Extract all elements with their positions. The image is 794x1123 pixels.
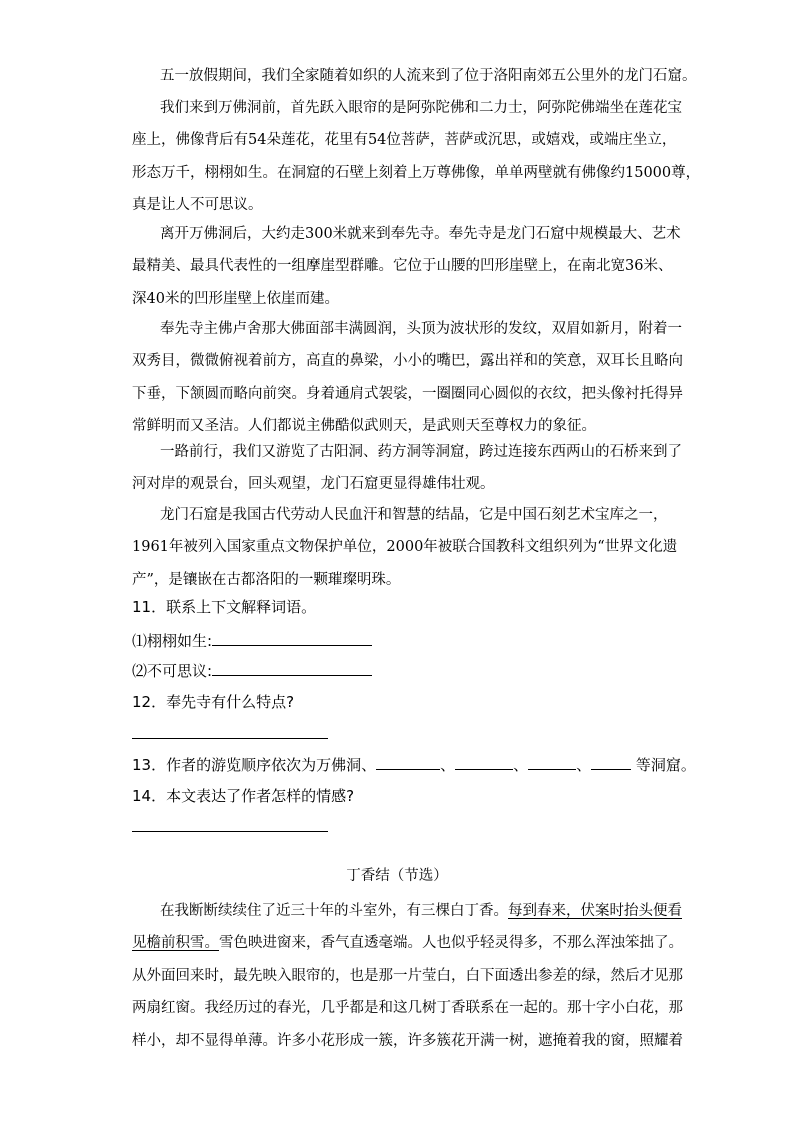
- text-line: 一路前行，我们又游览了古阳洞、药方洞等洞窟，跨过连接东西两山的石桥来到了: [160, 444, 682, 460]
- text-line: 样小，却不显得单薄。许多小花形成一簇，许多簇花开满一树，遮掩着我的窗，照耀着: [132, 1032, 683, 1049]
- question-11: 11．联系上下文解释词语。: [132, 598, 317, 616]
- answer-blank[interactable]: [212, 659, 372, 676]
- text-line: 1961年被列入国家重点文物保护单位，2000年被联合国教科文组织列为“世界文化遗: [132, 539, 678, 556]
- text-line: [132, 927, 683, 959]
- text-line: 产”，是镶嵌在古都洛阳的一颗璀璨明珠。: [132, 571, 401, 588]
- text-span: 在我断断续续住了近三十年的斗室外，有三棵白丁香。: [160, 903, 508, 919]
- text-line: 双秀目，微微俯视着前方，高直的鼻梁，小小的嘴巴，露出祥和的笑意，双耳长且略向: [132, 353, 683, 370]
- answer-blank[interactable]: [528, 753, 576, 770]
- text-line: 形态万千，栩栩如生。在洞窟的石壁上刻着上万尊佛像，单单两壁就有佛像约15000尊，: [132, 164, 701, 181]
- text-line: 最精美、最具代表性的一组摩崖型群雕。它位于山腰的凹形崖壁上，在南北宽36米、: [132, 258, 673, 275]
- paragraph-4: [132, 313, 683, 443]
- text-span: 雪色映进窗来，香气直透毫端。人也似乎轻灵得多，不那么浑浊笨拙了。: [219, 935, 683, 952]
- answer-blank[interactable]: [591, 753, 631, 770]
- text-line: 五一放假期间，我们全家随着如织的人流来到了位于洛阳南郊五公里外的龙门石窟。: [160, 68, 697, 84]
- text-line: 常鲜明而又圣洁。人们都说主佛酷似武则天，是武则天至尊权力的象征。: [132, 418, 596, 435]
- question-label: ⑵不可思议:: [132, 662, 213, 680]
- paragraph-6: [132, 499, 678, 596]
- answer-line[interactable]: [132, 831, 328, 832]
- question-12: 12．奉先寺有什么特点?: [132, 693, 295, 711]
- text-line: 龙门石窟是我国古代劳动人民血汗和智慧的结晶，它是中国石刻艺术宝库之一，: [160, 507, 668, 523]
- text-line: 深40米的凹形崖壁上依崖而建。: [132, 290, 339, 307]
- text-line: 真是让人不可思议。: [132, 197, 263, 214]
- text-line: 下垂，下颔圆而略向前突。身着通肩式袈裟，一圈圈同心圆似的衣纹，把头像衬托得异: [132, 385, 683, 402]
- passage-title: 丁香结（节选）: [346, 868, 448, 884]
- text-line: 两扇红窗。我经历过的春光，几乎都是和这几树丁香联系在一起的。那十字小白花，那: [132, 1000, 683, 1017]
- question-label: 等洞窟。: [631, 756, 696, 774]
- text-line: 从外面回来时，最先映入眼帘的，也是那一片莹白，白下面透出参差的绿，然后才见那: [132, 967, 683, 984]
- answer-line[interactable]: [132, 738, 328, 739]
- text-line: 离开万佛洞后，大约走300米就来到奉先寺。奉先寺是龙门石窟中规模最大、艺术: [160, 226, 681, 242]
- text-line: 座上，佛像背后有54朵莲花，花里有54位菩萨，菩萨或沉思，或嬉戏，或端庄坐立，: [132, 132, 677, 149]
- separator: 、: [440, 756, 456, 774]
- text-line: 河对岸的观景台，回头观望，龙门石窟更显得雄伟壮观。: [132, 476, 495, 493]
- underlined-text: 每到春来，伏案时抬头便看: [508, 903, 682, 919]
- paragraph-7: [132, 895, 683, 1057]
- text-line: [132, 895, 682, 927]
- answer-blank[interactable]: [455, 753, 513, 770]
- separator: 、: [576, 756, 592, 774]
- question-11-item-2: [132, 659, 372, 683]
- answer-blank[interactable]: [212, 629, 372, 646]
- text-line: 我们来到万佛洞前，首先跃入眼帘的是阿弥陀佛和二力士，阿弥陀佛端坐在莲花宝: [160, 100, 682, 116]
- question-label: 13．作者的游览顺序依次为万佛洞、: [132, 756, 377, 774]
- question-label: ⑴栩栩如生:: [132, 632, 213, 650]
- answer-blank[interactable]: [376, 753, 440, 770]
- question-13: [132, 753, 696, 777]
- paragraph-5: [132, 436, 682, 501]
- paragraph-1: [132, 60, 697, 92]
- question-14: 14．本文表达了作者怎样的情感?: [132, 787, 355, 805]
- underlined-text: 见檐前积雪。: [132, 935, 219, 952]
- paragraph-2: [132, 92, 701, 222]
- separator: 、: [513, 756, 529, 774]
- paragraph-3: [132, 218, 681, 315]
- text-line: 奉先寺主佛卢舍那大佛面部丰满圆润，头顶为波状形的发纹，双眉如新月，附着一: [160, 321, 682, 337]
- question-11-item-1: [132, 629, 372, 653]
